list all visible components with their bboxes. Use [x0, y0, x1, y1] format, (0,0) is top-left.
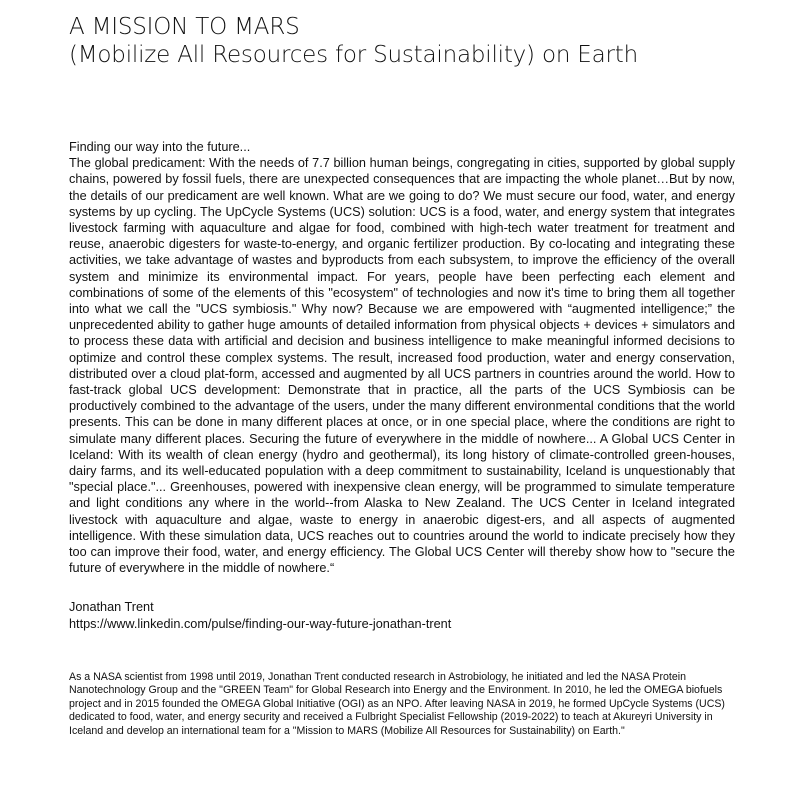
title-line-1: A MISSION TO MARS	[69, 14, 300, 40]
bio-text: As a NASA scientist from 1998 until 2019, Jonathan Trent conducted research in Astrobiology, he initiated and led the NASA Protein Nanotechnology Group and the "GREEN Team" for Global Research into Energy and the Environment. In 2010, he led the OMEGA biofuels project and in 2015 founded the OMEGA Global Initiative (OGI) as an NPO. After leaving NASA in 2019, he formed UpCycle Systems (UCS) dedicated to food, water, and energy security and received a Fulbright Specialist Fellowship (2019-2022) to teach at Akureyri University in Iceland and develop an international team for a "Mission to MARS (Mobilize All Resources for Sustainability) on Earth."	[69, 671, 725, 737]
signature-block	[69, 599, 735, 632]
title-line-2: (Mobilize All Resources for Sustainability) on Earth	[69, 42, 638, 68]
article-text: The global predicament: With the needs of 7.7 billion human beings, congregating in cities, supported by global supply chains, powered by fossil fuels, there are unexpected consequences that are impacting the whole planet…But by now, the details of our predicament are well known. What are we going to do? We must secure our food, water, and energy systems by up cycling. The UpCycle Systems (UCS) solution: UCS is a food, water, and energy system that integrates livestock farming with aquaculture and algae for food, combined with high-tech water treatment for treatment and reuse, anaerobic digesters for waste-to-energy, and organic fertilizer production. By co-locating and integrating these activities, we take advantage of wastes and byproducts from each subsystem, to improve the efficiency of the overall system and minimize its environmental impact. For years, people have been perfecting each element and combinations of some of the elements of this "ecosystem" of technologies and now it's time to bring them all together into what we call the "UCS symbiosis." Why now? Because we are empowered with “augmented intelligence;” the unprecedented ability to gather huge amounts of detailed information from physical objects + devices + simulators and to process these data with artificial and decision and business intelligence to make meaningful informed decisions to optimize and control these complex systems. The result, increased food production, water and energy conservation, distributed over a cloud plat-form, accessed and augmented by all UCS partners in countries around the world. How to fast-track global UCS development: Demonstrate that in practice, all the parts of the UCS Symbiosis can be productively combined to the advantage of the users, under the many different environmental conditions that the world presents. This can be done in many different places at once, or in one special place, where the conditions are right to simulate many different places. Securing the future of everywhere in the middle of nowhere... A Global UCS Center in Iceland: With its wealth of clean energy (hydro and geothermal), its long history of climate-controlled green-houses, dairy farms, and its well-educated population with a deep commitment to sustainability, Iceland is unquestionably that "special place."... Greenhouses, powered with inexpensive clean energy, will be programmed to simulate temperature and light conditions any where in the world--from Alaska to New Zealand. The UCS Center in Iceland integrated livestock with aquaculture and algae, waste to energy in anaerobic digest-ers, and all aspects of augmented intelligence. With these simulation data, UCS reaches out to countries around the world to indicate precisely how they too can improve their food, water, and energy efficiency. The Global UCS Center will thereby show how to "secure the future of everywhere in the middle of nowhere.“	[69, 156, 735, 576]
source-link: https://www.linkedin.com/pulse/finding-our-way-future-jonathan-trent	[69, 616, 452, 631]
article-body	[69, 139, 735, 576]
author-bio	[69, 671, 729, 738]
article-intro: Finding our way into the future...	[69, 140, 251, 154]
page-title	[69, 13, 769, 69]
author-name: Jonathan Trent	[69, 600, 154, 614]
